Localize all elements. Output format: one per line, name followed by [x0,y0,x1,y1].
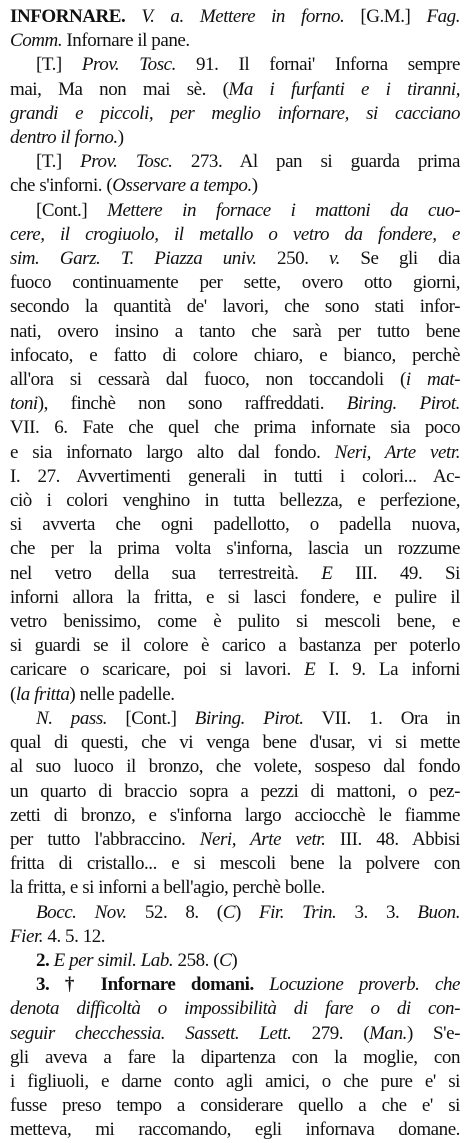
entry-line [10,973,460,997]
italic-text: Fag. [426,6,460,27]
entry-line [10,634,460,658]
body-text: ) [234,901,259,923]
body-text: mai, Ma non mai sè. ( [10,78,229,100]
body-text: 250. [256,248,329,270]
entry-line [10,150,460,174]
entry-line [10,368,460,392]
italic-text: cere, il crogiuolo, il metallo o vetro da fondere, e [10,223,460,245]
entry-line [10,780,460,804]
body-text: si avverta che ogni padellotto, o padella nuova, [10,514,460,536]
entry-line [10,562,460,586]
body-text: i figliuoli, e darne conto agli amici, o che pure e' si [10,1070,460,1092]
italic-text: Comm. [10,30,63,52]
body-text: fritta di cristallo... e si mescoli bene la polvere con [10,853,460,875]
body-text: 4. 5. 12. [43,925,106,947]
body-text: un quarto di braccio sopra a pezzi di mattoni, o pez- [10,780,460,802]
body-text: [T.] [36,151,81,173]
entry-line [10,610,460,634]
italic-text: Bocc. Nov. [36,901,127,923]
body-text: 3. 3. [336,901,418,923]
body-text: I. 9. La inforni [315,659,460,681]
body-text: 279. ( [291,1022,370,1044]
entry-line [10,707,460,731]
body-text: I. 27. Avvertimenti generali in tutti i colori... Ac- [10,465,460,487]
body-text: nel vetro della sua terrestreità. [10,562,322,584]
italic-text: Man. [369,1022,407,1044]
entry-line [10,174,460,198]
entry-line [10,5,460,29]
entry-line [10,925,460,949]
body-text: fuoco continuamente per sette, overo otto giorni, [10,272,460,294]
entry-line [10,1118,460,1142]
italic-text: Prov. Tosc. [81,54,176,76]
body-text: infocato, e fatto di colore chiaro, e bianco, perchè [10,344,460,366]
body-text: ) nelle padelle. [69,683,175,705]
body-text: caricare o scaricare, poi si lavori. [10,659,305,681]
italic-text: seguir checchessia. Sassett. Lett. [10,1022,292,1044]
body-text: qual di questi, che vi venga bene d'usar, vi si mette [10,732,460,754]
italic-text: E [304,659,316,681]
body-text [125,6,141,27]
bold-text: 3. † Infornare domani. [36,974,254,996]
entry-line [10,392,460,416]
body-text: vetro benissimo, come è pulito si mescoli bene, e [10,611,460,633]
entry-line [10,78,460,102]
entry-line [10,901,460,925]
body-text: [T.] [36,54,82,76]
entry-line [10,1070,460,1094]
body-text: gli aveva a fare la dipartenza con la moglie, con [10,1046,460,1068]
body-text: [G.M.] [344,6,427,27]
entry-line [10,295,460,319]
body-text: inforni allora la fritta, e si lasci fondere, e pulire il [10,586,460,608]
italic-text: la fritta [15,683,70,705]
body-text: Se gli dia [339,248,460,270]
entry-line [10,199,460,223]
body-text: Infornare il pane. [62,30,190,52]
body-text: VII. 1. Ora in [303,707,460,729]
italic-text: V. a. Mettere in forno. [141,6,345,27]
entry-line [10,1094,460,1118]
body-text: e sia infornato largo alto dal fondo. [10,441,335,463]
body-text: all'ora si cessarà dal fuoco, non toccandoli ( [10,369,406,391]
body-text: al suo luoco il bronzo, che volete, sospeso dal fondo [10,756,460,778]
entry-line [10,949,460,973]
entry-line [10,53,460,77]
italic-text: Fier. [10,925,44,947]
italic-text: N. pass. [36,707,108,729]
bold-text: INFORNARE. [10,6,126,27]
entry-line [10,513,460,537]
italic-text: Ma i furfanti e i tiranni, [228,78,460,100]
entry-line [10,586,460,610]
italic-text: Neri, Arte vetr. [334,441,460,463]
entry-line [10,1022,460,1046]
body-text: per tutto l'abbraccino. [10,828,200,850]
entry-line [10,320,460,344]
italic-text: Prov. Tosc. [80,151,173,173]
body-text: che per la prima volta s'inforna, lascia un rozzume [10,538,460,560]
body-text: 258. ( [173,949,220,971]
body-text: 273. Al pan si guarda prima [172,151,460,173]
italic-text: sim. Garz. T. Piazza univ. [10,248,257,270]
entry-line [10,731,460,755]
body-text: III. 49. Si [332,562,460,584]
body-text: ) [117,127,124,149]
body-text: 52. 8. ( [126,901,223,923]
body-text: ) [251,175,258,197]
italic-text: C [222,901,235,923]
entry-line [10,344,460,368]
italic-text: Fir. Trin. [258,901,337,923]
body-text: si guardi se il colore è carico a bastanza per poterlo [10,635,460,657]
body-text: nati, overo insino a tanto che sarà per tutto bene [10,320,460,342]
entry-line [10,441,460,465]
body-text [254,974,270,995]
body-text: [Cont.] [107,707,195,729]
body-text: [Cont.] [36,199,108,221]
italic-text: Neri, Arte vetr. [199,828,326,850]
body-text: ), finchè non sono raffreddati. [37,393,347,415]
italic-text: v. [329,248,340,270]
entry-line [10,828,460,852]
body-text: III. 48. Abbisi [325,828,461,850]
entry-line [10,876,460,900]
italic-text: dentro il forno. [10,127,118,149]
entry-line [10,658,460,682]
body-text: la fritta, e si inforni a bell'agio, perchè bolle. [10,877,325,899]
body-text: ) S'e- [406,1022,460,1044]
italic-text: Buon. [417,901,461,923]
body-text: 91. Il fornai' Inforna sempre [175,54,460,76]
entry-line [10,102,460,126]
entry-line [10,465,460,489]
italic-text: toni [10,393,38,415]
entry-line [10,1046,460,1070]
entry-line [10,271,460,295]
italic-text: grandi e piccoli, per meglio infornare, si cacciano [10,102,460,124]
entry-line [10,29,460,53]
bold-text: 2. [36,949,54,971]
italic-text: denota difficoltà o impossibilità di fare o di con- [10,998,460,1020]
body-text: zetti di bronzo, e s'inforna largo acciocchè le fiamme [10,804,460,826]
italic-text: E per simil. Lab. [53,949,174,971]
body-text: ) [231,949,238,971]
italic-text: i mat- [405,369,461,391]
body-text: metteva, mi raccomando, egli infornava domane. [10,1119,460,1141]
entry-line [10,247,460,271]
entry-line [10,804,460,828]
entry-line [10,537,460,561]
italic-text: Locuzione proverb. che [269,974,460,996]
entry-line [10,852,460,876]
italic-text: Mettere in fornace i mattoni da cuo- [107,199,460,221]
entry-line [10,683,460,707]
italic-text: C [219,949,232,971]
entry-line [10,126,460,150]
entry-line [10,755,460,779]
italic-text: Osservare a tempo. [112,175,252,197]
body-text: che s'inforni. ( [10,175,113,197]
body-text: ciò i colori venghino in tutta bellezza, e perfezione, [10,490,460,512]
italic-text: Biring. Pirot. [346,393,460,415]
entry-line [10,223,460,247]
entry-line [10,489,460,513]
dictionary-entry [10,5,460,1143]
body-text: secondo la quantità de' lavori, che sono stati infor- [10,296,460,318]
body-text: ( [10,683,16,705]
entry-line [10,416,460,440]
entry-line [10,997,460,1021]
italic-text: Biring. Pirot. [194,707,304,729]
body-text: VII. 6. Fate che quel che prima infornate sia poco [10,417,460,439]
body-text: fusse preso tempo a considerare quello a che e' si [10,1095,460,1117]
italic-text: E [321,562,333,584]
